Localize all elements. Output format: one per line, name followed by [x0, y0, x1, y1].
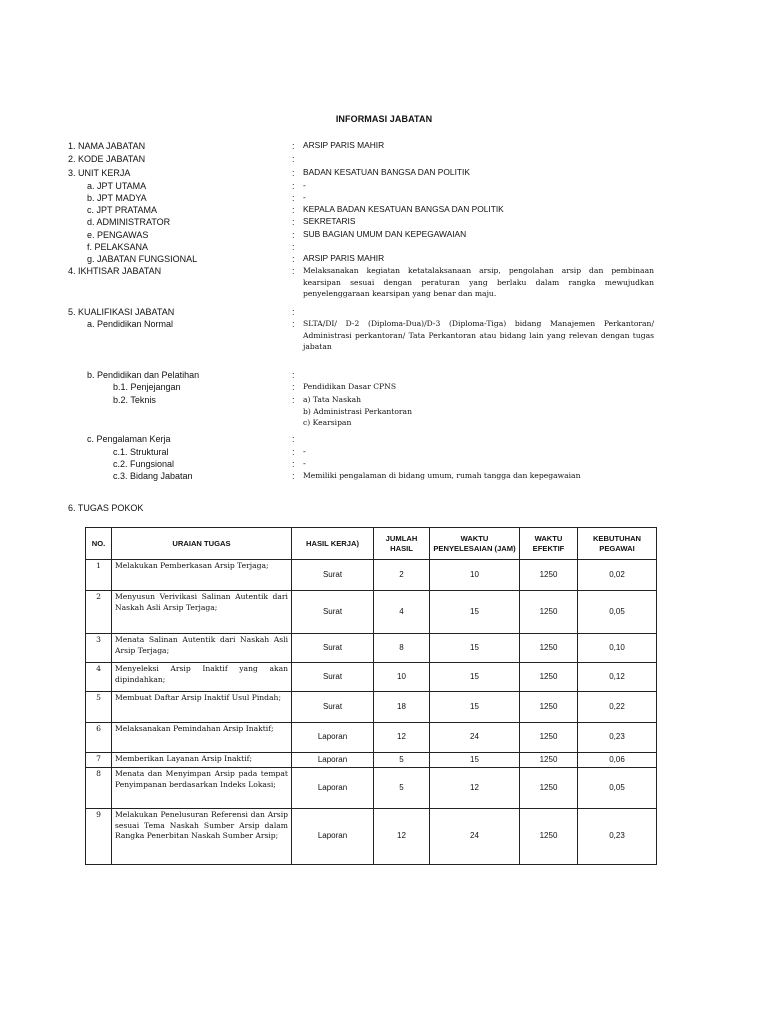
value-jpt-utama: -	[303, 180, 306, 190]
value-pendidikan-normal: SLTA/DI/ D-2 (Diploma-Dua)/D-3 (Diploma-Tiga) bidang Manajemen Perkantoran/ Administrasi perkantoran/ Tata Perkantoran atau bidang lain yang relevan dengan tugas jabatan	[303, 319, 654, 352]
cell-hasil: Surat	[292, 692, 374, 723]
value-pengawas: SUB BAGIAN UMUM DAN KEPEGAWAIAN	[303, 229, 467, 239]
cell-jumlah: 5	[374, 768, 430, 809]
value-fungsional: -	[303, 458, 306, 468]
cell-jumlah: 10	[374, 663, 430, 692]
cell-waktu: 15	[430, 753, 520, 768]
colon: :	[292, 447, 295, 457]
colon: :	[292, 319, 295, 329]
table-row	[86, 809, 657, 865]
cell-hasil: Surat	[292, 634, 374, 663]
cell-uraian: Membuat Daftar Arsip Inaktif Usul Pindah;	[112, 692, 292, 723]
label-ikhtisar: 4. IKHTISAR JABATAN	[68, 266, 162, 276]
cell-efektif: 1250	[520, 560, 578, 591]
colon: :	[292, 217, 295, 227]
colon: :	[292, 242, 295, 252]
label-jpt-madya: b. JPT MADYA	[87, 193, 147, 203]
label-pendidikan-pelatihan: b. Pendidikan dan Pelatihan	[87, 370, 200, 380]
cell-no: 3	[86, 634, 112, 663]
colon: :	[292, 471, 295, 481]
cell-kebutuhan: 0,10	[578, 634, 657, 663]
header-kebutuhan: KEBUTUHAN PEGAWAI	[578, 528, 657, 560]
colon: :	[292, 141, 295, 151]
label-pengawas: e. PENGAWAS	[87, 230, 149, 240]
table-row	[86, 692, 657, 723]
cell-kebutuhan: 0,02	[578, 560, 657, 591]
cell-hasil: Surat	[292, 591, 374, 634]
label-teknis: b.2. Teknis	[113, 395, 156, 405]
table-header-row	[86, 528, 657, 560]
label-jabatan-fungsional: g. JABATAN FUNGSIONAL	[87, 254, 198, 264]
colon: :	[292, 205, 295, 215]
label-pelaksana: f. PELAKSANA	[87, 242, 149, 252]
label-bidang-jabatan: c.3. Bidang Jabatan	[113, 471, 193, 481]
tugas-pokok-table	[85, 527, 657, 865]
colon: :	[292, 459, 295, 469]
cell-waktu: 15	[430, 663, 520, 692]
value-teknis-list	[303, 394, 412, 429]
cell-uraian: Melaksanakan Pemindahan Arsip Inaktif;	[112, 723, 292, 753]
list-item: b) Administrasi Perkantoran	[303, 406, 412, 416]
label-kualifikasi: 5. KUALIFIKASI JABATAN	[68, 307, 175, 317]
cell-hasil: Laporan	[292, 768, 374, 809]
colon: :	[292, 395, 295, 405]
cell-hasil: Surat	[292, 560, 374, 591]
page-title: INFORMASI JABATAN	[335, 114, 433, 124]
header-no: NO.	[86, 528, 112, 560]
header-efektif: WAKTU EFEKTIF	[520, 528, 578, 560]
cell-waktu: 24	[430, 723, 520, 753]
cell-uraian: Menata Salinan Autentik dari Naskah Asli Arsip Terjaga;	[112, 634, 292, 663]
cell-uraian: Menyeleksi Arsip Inaktif yang akan dipindahkan;	[112, 663, 292, 692]
cell-efektif: 1250	[520, 634, 578, 663]
cell-hasil: Surat	[292, 663, 374, 692]
cell-waktu: 24	[430, 809, 520, 865]
cell-jumlah: 5	[374, 753, 430, 768]
cell-uraian: Menyusun Verivikasi Salinan Autentik dari Naskah Asli Arsip Terjaga;	[112, 591, 292, 634]
table-row	[86, 768, 657, 809]
label-penjenjangan: b.1. Penjejangan	[113, 382, 181, 392]
colon: :	[292, 181, 295, 191]
cell-efektif: 1250	[520, 663, 578, 692]
value-nama-jabatan: ARSIP PARIS MAHIR	[303, 140, 385, 150]
cell-kebutuhan: 0,23	[578, 723, 657, 753]
colon: :	[292, 266, 295, 276]
cell-kebutuhan: 0,06	[578, 753, 657, 768]
cell-jumlah: 12	[374, 809, 430, 865]
table-row	[86, 723, 657, 753]
section-heading-tugas-pokok: 6. TUGAS POKOK	[68, 503, 144, 513]
cell-no: 4	[86, 663, 112, 692]
cell-uraian: Melakukan Penelusuran Referensi dan Arsip sesuai Tema Naskah Sumber Arsip dalam Rangka Penerbitan Naskah Sumber Arsip;	[112, 809, 292, 865]
value-bidang-jabatan: Memiliki pengalaman di bidang umum, rumah tangga dan kepegawaian	[303, 471, 581, 480]
cell-uraian: Melakukan Pemberkasan Arsip Terjaga;	[112, 560, 292, 591]
cell-no: 6	[86, 723, 112, 753]
cell-hasil: Laporan	[292, 809, 374, 865]
value-jpt-madya: -	[303, 192, 306, 202]
value-struktural: -	[303, 446, 306, 456]
value-jpt-pratama: KEPALA BADAN KESATUAN BANGSA DAN POLITIK	[303, 204, 504, 214]
cell-uraian: Menata dan Menyimpan Arsip pada tempat Penyimpanan berdasarkan Indeks Lokasi;	[112, 768, 292, 809]
cell-jumlah: 12	[374, 723, 430, 753]
cell-uraian: Memberikan Layanan Arsip Inaktif;	[112, 753, 292, 768]
label-pengalaman: c. Pengalaman Kerja	[87, 434, 171, 444]
cell-waktu: 15	[430, 591, 520, 634]
value-jabatan-fungsional: ARSIP PARIS MAHIR	[303, 253, 385, 263]
colon: :	[292, 193, 295, 203]
cell-efektif: 1250	[520, 753, 578, 768]
value-penjenjangan: Pendidikan Dasar CPNS	[303, 382, 397, 391]
colon: :	[292, 434, 295, 444]
cell-kebutuhan: 0,12	[578, 663, 657, 692]
value-administrator: SEKRETARIS	[303, 216, 356, 226]
cell-hasil: Laporan	[292, 753, 374, 768]
label-nama-jabatan: 1. NAMA JABATAN	[68, 141, 146, 151]
label-jpt-pratama: c. JPT PRATAMA	[87, 205, 158, 215]
cell-kebutuhan: 0,05	[578, 591, 657, 634]
table-row	[86, 591, 657, 634]
cell-jumlah: 2	[374, 560, 430, 591]
cell-no: 2	[86, 591, 112, 634]
cell-kebutuhan: 0,22	[578, 692, 657, 723]
label-pendidikan-normal: a. Pendidikan Normal	[87, 319, 174, 329]
colon: :	[292, 382, 295, 392]
colon: :	[292, 230, 295, 240]
table-row	[86, 634, 657, 663]
table-row	[86, 753, 657, 768]
cell-kebutuhan: 0,05	[578, 768, 657, 809]
cell-no: 7	[86, 753, 112, 768]
header-uraian: URAIAN TUGAS	[112, 528, 292, 560]
cell-no: 5	[86, 692, 112, 723]
value-ikhtisar: Melaksanakan kegiatan ketatalaksanaan arsip, pengolahan arsip dan pembinaan kearsipan sesuai dengan peraturan yang berlaku dalam rangka mewujudkan penyelenggaraan kearsipan yang benar dan maju.	[303, 266, 654, 299]
cell-efektif: 1250	[520, 809, 578, 865]
label-struktural: c.1. Struktural	[113, 447, 169, 457]
cell-efektif: 1250	[520, 692, 578, 723]
cell-jumlah: 4	[374, 591, 430, 634]
cell-waktu: 12	[430, 768, 520, 809]
cell-efektif: 1250	[520, 591, 578, 634]
cell-no: 9	[86, 809, 112, 865]
label-administrator: d. ADMINISTRATOR	[87, 217, 171, 227]
colon: :	[292, 254, 295, 264]
value-unit-kerja: BADAN KESATUAN BANGSA DAN POLITIK	[303, 167, 470, 177]
colon: :	[292, 370, 295, 380]
cell-waktu: 15	[430, 692, 520, 723]
cell-hasil: Laporan	[292, 723, 374, 753]
list-item: a) Tata Naskah	[303, 395, 361, 404]
list-item: c) Kearsipan	[303, 418, 352, 427]
label-fungsional: c.2. Fungsional	[113, 459, 175, 469]
cell-jumlah: 8	[374, 634, 430, 663]
colon: :	[292, 154, 295, 164]
table-row	[86, 663, 657, 692]
cell-waktu: 15	[430, 634, 520, 663]
cell-no: 1	[86, 560, 112, 591]
colon: :	[292, 168, 295, 178]
label-unit-kerja: 3. UNIT KERJA	[68, 168, 131, 178]
header-jumlah: JUMLAH HASIL	[374, 528, 430, 560]
header-hasil: HASIL KERJA)	[292, 528, 374, 560]
cell-jumlah: 18	[374, 692, 430, 723]
table-row	[86, 560, 657, 591]
header-waktu: WAKTU PENYELESAIAN (JAM)	[430, 528, 520, 560]
cell-efektif: 1250	[520, 723, 578, 753]
cell-no: 8	[86, 768, 112, 809]
cell-waktu: 10	[430, 560, 520, 591]
label-jpt-utama: a. JPT UTAMA	[87, 181, 147, 191]
cell-kebutuhan: 0,23	[578, 809, 657, 865]
cell-efektif: 1250	[520, 768, 578, 809]
label-kode-jabatan: 2. KODE JABATAN	[68, 154, 146, 164]
colon: :	[292, 307, 295, 317]
